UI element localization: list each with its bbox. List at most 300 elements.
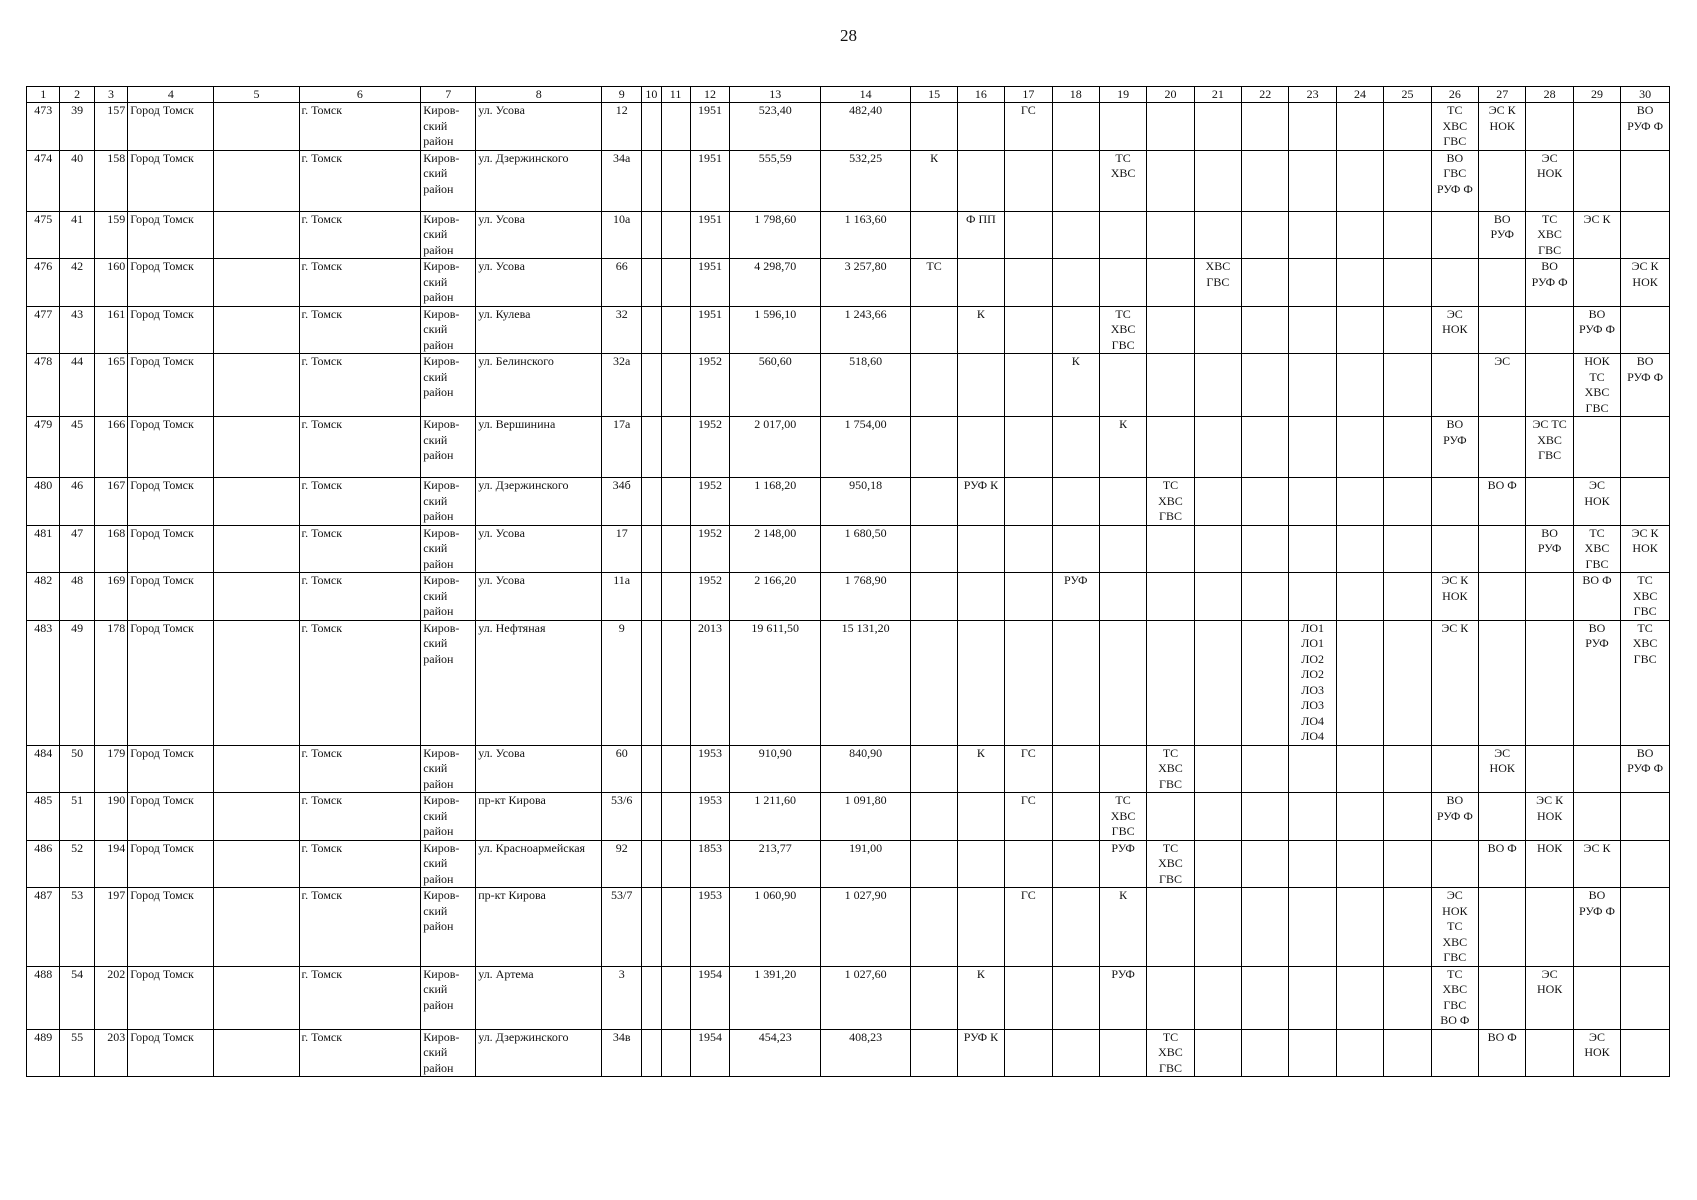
table-row: [27, 306, 1670, 354]
service-col-18-cell: [1052, 793, 1099, 841]
column-header-18: 18: [1052, 87, 1099, 103]
service-col-30-cell: [1621, 840, 1670, 888]
cell-line: Киров-: [423, 354, 460, 368]
living-area-cell: 1 163,60: [820, 211, 910, 259]
year-built-cell: 1953: [690, 888, 730, 967]
district-number-cell: 53: [60, 888, 94, 967]
service-col-20-cell: [1147, 306, 1194, 354]
service-col-18-cell: [1052, 966, 1099, 1029]
year-built-cell: 1951: [690, 211, 730, 259]
service-col-19-cell: [1099, 966, 1146, 1029]
service-col-17-cell: [1005, 211, 1052, 259]
settlement-cell: [214, 354, 299, 417]
service-col-26-cell: [1431, 888, 1478, 967]
cell-line: РУФ: [1063, 573, 1088, 587]
col-10-cell: [642, 1029, 661, 1077]
cell-line: Киров-: [423, 150, 460, 165]
locality-cell: г. Томск: [299, 103, 421, 151]
service-col-15-cell: [911, 888, 957, 967]
service-col-16-cell: [957, 840, 1004, 888]
cell-line: РУФ К: [963, 1029, 999, 1044]
district-number-cell: 39: [60, 103, 94, 151]
cell-line: ГВС: [1633, 604, 1657, 618]
service-col-28-cell: [1526, 840, 1573, 888]
cell-line: ВО: [1446, 793, 1464, 807]
col-11-cell: [661, 354, 690, 417]
municipality-cell: Город Томск: [128, 103, 214, 151]
service-col-15-cell: [911, 840, 957, 888]
row-number-cell: 484: [27, 745, 60, 793]
cell-line: ЭС К: [1441, 620, 1469, 635]
house-number-cell: 11а: [602, 573, 642, 621]
cell-line: ЛО1: [1301, 620, 1325, 635]
cell-line: ГС: [1020, 888, 1036, 902]
service-col-28-cell: [1526, 966, 1573, 1029]
total-area-cell: 4 298,70: [730, 259, 820, 307]
service-col-19-cell: [1099, 573, 1146, 621]
cell-line: ЭС: [1494, 354, 1511, 368]
cell-line: НОК: [1489, 761, 1515, 775]
col-10-cell: [642, 150, 661, 211]
cell-line: ТС: [1589, 525, 1605, 540]
cell-line: район: [423, 337, 454, 352]
service-col-19-cell: [1099, 525, 1146, 573]
cell-line: ТС: [1115, 793, 1131, 807]
district-cell: [421, 840, 476, 888]
service-col-22-cell: [1242, 888, 1289, 967]
col-10-cell: [642, 745, 661, 793]
service-col-18-cell: [1052, 888, 1099, 967]
cell-line: Киров-: [423, 478, 460, 492]
service-col-25-cell: [1384, 354, 1431, 417]
service-col-27-cell: [1479, 150, 1526, 211]
cell-line: Киров-: [423, 888, 460, 902]
service-col-22-cell: [1242, 1029, 1289, 1077]
total-area-cell: 910,90: [730, 745, 820, 793]
cell-line: РУФ: [1443, 432, 1467, 447]
service-col-19-cell: [1099, 211, 1146, 259]
municipality-cell: Город Томск: [128, 150, 214, 211]
cell-line: ХВС: [1442, 118, 1468, 133]
year-built-cell: 1951: [690, 306, 730, 354]
cell-line: ЭС: [1541, 966, 1558, 981]
cell-line: НОК: [1536, 808, 1563, 823]
municipality-cell: Город Томск: [128, 1029, 214, 1077]
column-header-30: 30: [1621, 87, 1670, 103]
house-number-cell: 3: [602, 966, 642, 1029]
cell-line: ХВС: [1584, 385, 1610, 399]
total-area-cell: 2 166,20: [730, 573, 820, 621]
table-header: [27, 87, 1670, 103]
cell-line: ЭС: [1494, 745, 1511, 760]
service-col-19-cell: [1099, 150, 1146, 211]
column-header-7: 7: [421, 87, 476, 103]
cell-line: ХВС: [1158, 493, 1183, 508]
municipality-cell: Город Томск: [128, 211, 214, 259]
total-area-cell: 1 168,20: [730, 478, 820, 526]
register-number-cell: 194: [94, 840, 127, 888]
house-number-cell: 53/6: [602, 793, 642, 841]
service-col-22-cell: [1242, 150, 1289, 211]
municipality-cell: Город Томск: [128, 354, 214, 417]
service-col-24-cell: [1336, 1029, 1383, 1077]
cell-line: ЛО2: [1301, 667, 1325, 681]
col-11-cell: [661, 525, 690, 573]
row-number-cell: 477: [27, 306, 60, 354]
living-area-cell: 1 243,66: [820, 306, 910, 354]
cell-line: Киров-: [423, 417, 460, 431]
cell-line: Киров-: [423, 573, 460, 587]
total-area-cell: 1 798,60: [730, 211, 820, 259]
cell-line: ский: [423, 903, 448, 918]
service-col-22-cell: [1242, 793, 1289, 841]
column-header-23: 23: [1289, 87, 1336, 103]
district-cell: [421, 888, 476, 967]
service-col-18-cell: [1052, 306, 1099, 354]
cell-line: ВО Ф: [1582, 573, 1612, 587]
service-col-21-cell: [1194, 525, 1241, 573]
cell-line: ЭС К: [1488, 103, 1516, 117]
service-col-24-cell: [1336, 573, 1383, 621]
service-col-26-cell: [1431, 793, 1478, 841]
total-area-cell: 1 391,20: [730, 966, 820, 1029]
cell-line: ГВС: [1585, 400, 1609, 415]
cell-line: район: [423, 1060, 454, 1075]
total-area-cell: 213,77: [730, 840, 820, 888]
service-col-29-cell: [1573, 840, 1620, 888]
cell-line: ЭС: [1589, 1029, 1605, 1044]
col-11-cell: [661, 573, 690, 621]
service-col-29-cell: [1573, 1029, 1620, 1077]
municipality-cell: Город Томск: [128, 793, 214, 841]
cell-line: ХВС: [1110, 166, 1136, 180]
municipality-cell: Город Томск: [128, 306, 214, 354]
street-cell: ул. Кулева: [476, 306, 602, 354]
service-col-28-cell: [1526, 306, 1573, 354]
year-built-cell: 1952: [690, 573, 730, 621]
column-header-5: 5: [214, 87, 299, 103]
house-number-cell: 9: [602, 620, 642, 745]
cell-line: РУФ Ф: [1627, 118, 1664, 133]
cell-line: ТС: [1162, 1029, 1179, 1044]
cell-line: ский: [423, 761, 448, 775]
service-col-21-cell: [1194, 417, 1241, 478]
settlement-cell: [214, 417, 299, 478]
service-col-23-cell: [1289, 573, 1336, 621]
register-number-cell: 190: [94, 793, 127, 841]
cell-line: ХВС: [1205, 259, 1231, 273]
column-header-13: 13: [730, 87, 820, 103]
cell-line: ЭС К: [1441, 573, 1469, 587]
register-number-cell: 169: [94, 573, 127, 621]
service-col-26-cell: [1431, 103, 1478, 151]
cell-line: ЭС К: [1631, 525, 1659, 540]
cell-line: ВО Ф: [1487, 840, 1517, 855]
house-number-cell: 34б: [602, 478, 642, 526]
total-area-cell: 560,60: [730, 354, 820, 417]
service-col-21-cell: [1194, 573, 1241, 621]
cell-line: ский: [423, 982, 448, 996]
table-row: [27, 620, 1670, 745]
locality-cell: г. Томск: [299, 745, 421, 793]
service-col-25-cell: [1384, 478, 1431, 526]
cell-line: РУФ Ф: [1627, 369, 1664, 384]
service-col-16-cell: [957, 966, 1004, 1029]
cell-line: ГВС: [1443, 950, 1467, 964]
cell-line: район: [423, 556, 454, 571]
settlement-cell: [214, 478, 299, 526]
cell-line: ХВС: [1158, 761, 1183, 775]
street-cell: ул. Красноармейская: [476, 840, 602, 888]
service-col-24-cell: [1336, 745, 1383, 793]
cell-line: ский: [423, 369, 448, 384]
service-col-28-cell: [1526, 103, 1573, 151]
register-number-cell: 203: [94, 1029, 127, 1077]
column-header-20: 20: [1147, 87, 1194, 103]
service-col-24-cell: [1336, 306, 1383, 354]
living-area-cell: 532,25: [820, 150, 910, 211]
cell-line: район: [423, 509, 454, 523]
service-col-19-cell: [1099, 417, 1146, 478]
settlement-cell: [214, 840, 299, 888]
col-10-cell: [642, 211, 661, 259]
cell-line: Киров-: [423, 745, 460, 760]
service-col-19-cell: [1099, 620, 1146, 745]
cell-line: ВО: [1588, 888, 1606, 902]
service-col-28-cell: [1526, 573, 1573, 621]
col-11-cell: [661, 150, 690, 211]
cell-line: ский: [423, 636, 448, 650]
district-cell: [421, 793, 476, 841]
service-col-24-cell: [1336, 840, 1383, 888]
service-col-23-cell: [1289, 888, 1336, 967]
living-area-cell: 1 091,80: [820, 793, 910, 841]
cell-line: ВО Ф: [1487, 478, 1517, 492]
house-number-cell: 34а: [602, 150, 642, 211]
cell-line: НОК: [1632, 541, 1658, 555]
table-row: [27, 417, 1670, 478]
service-col-27-cell: [1479, 478, 1526, 526]
service-col-24-cell: [1336, 793, 1383, 841]
service-col-16-cell: [957, 103, 1004, 151]
service-col-24-cell: [1336, 525, 1383, 573]
service-col-29-cell: [1573, 888, 1620, 967]
cell-line: ский: [423, 322, 448, 336]
municipality-cell: Город Томск: [128, 840, 214, 888]
service-col-23-cell: [1289, 620, 1336, 745]
col-10-cell: [642, 620, 661, 745]
service-col-16-cell: [957, 573, 1004, 621]
service-col-15-cell: [911, 211, 957, 259]
street-cell: ул. Усова: [476, 573, 602, 621]
cell-line: ский: [423, 274, 448, 289]
cell-line: ЭС К: [1631, 259, 1659, 273]
service-col-17-cell: [1005, 306, 1052, 354]
service-col-28-cell: [1526, 478, 1573, 526]
cell-line: К: [976, 306, 985, 321]
service-col-18-cell: [1052, 1029, 1099, 1077]
cell-line: НОК: [1536, 840, 1563, 855]
service-col-21-cell: [1194, 103, 1241, 151]
service-col-22-cell: [1242, 620, 1289, 745]
living-area-cell: 1 027,60: [820, 966, 910, 1029]
service-col-16-cell: [957, 259, 1004, 307]
service-col-25-cell: [1384, 211, 1431, 259]
house-number-cell: 60: [602, 745, 642, 793]
service-col-22-cell: [1242, 573, 1289, 621]
service-col-25-cell: [1384, 150, 1431, 211]
service-col-27-cell: [1479, 888, 1526, 967]
cell-line: ГС: [1020, 793, 1036, 807]
service-col-27-cell: [1479, 525, 1526, 573]
col-10-cell: [642, 417, 661, 478]
cell-line: РУФ: [1111, 966, 1135, 981]
locality-cell: г. Томск: [299, 573, 421, 621]
house-number-cell: 32: [602, 306, 642, 354]
cell-line: ТС: [1637, 620, 1653, 635]
service-col-25-cell: [1384, 888, 1431, 967]
service-col-19-cell: [1099, 1029, 1146, 1077]
living-area-cell: 1 754,00: [820, 417, 910, 478]
service-col-15-cell: [911, 793, 957, 841]
cell-line: ский: [423, 166, 448, 180]
service-col-22-cell: [1242, 525, 1289, 573]
service-col-30-cell: [1621, 888, 1670, 967]
col-11-cell: [661, 417, 690, 478]
cell-line: К: [1071, 354, 1080, 368]
cell-line: район: [423, 651, 454, 666]
cell-line: ЭС ТС: [1532, 417, 1567, 431]
service-col-29-cell: [1573, 103, 1620, 151]
service-col-29-cell: [1573, 417, 1620, 478]
total-area-cell: 2 017,00: [730, 417, 820, 478]
service-col-24-cell: [1336, 103, 1383, 151]
locality-cell: г. Томск: [299, 888, 421, 967]
cell-line: район: [423, 134, 454, 148]
cell-line: ЭС К: [1583, 840, 1611, 855]
service-col-30-cell: [1621, 525, 1670, 573]
service-col-30-cell: [1621, 306, 1670, 354]
service-col-22-cell: [1242, 840, 1289, 888]
cell-line: ГВС: [1443, 166, 1467, 180]
cell-line: РУФ Ф: [1436, 808, 1473, 823]
street-cell: ул. Белинского: [476, 354, 602, 417]
col-10-cell: [642, 966, 661, 1029]
locality-cell: г. Томск: [299, 211, 421, 259]
year-built-cell: 1952: [690, 478, 730, 526]
service-col-16-cell: [957, 745, 1004, 793]
col-11-cell: [661, 478, 690, 526]
cell-line: ГВС: [1633, 651, 1657, 666]
settlement-cell: [214, 150, 299, 211]
service-col-29-cell: [1573, 525, 1620, 573]
service-col-29-cell: [1573, 793, 1620, 841]
service-col-15-cell: [911, 1029, 957, 1077]
register-number-cell: 161: [94, 306, 127, 354]
service-col-16-cell: [957, 793, 1004, 841]
service-col-29-cell: [1573, 211, 1620, 259]
service-col-27-cell: [1479, 103, 1526, 151]
service-col-28-cell: [1526, 354, 1573, 417]
col-11-cell: [661, 306, 690, 354]
house-number-cell: 12: [602, 103, 642, 151]
service-col-25-cell: [1384, 620, 1431, 745]
table-row: [27, 525, 1670, 573]
service-col-21-cell: [1194, 306, 1241, 354]
service-col-26-cell: [1431, 150, 1478, 211]
column-header-22: 22: [1242, 87, 1289, 103]
settlement-cell: [214, 573, 299, 621]
cell-line: ГВС: [1111, 824, 1135, 838]
service-col-28-cell: [1526, 1029, 1573, 1077]
service-col-17-cell: [1005, 417, 1052, 478]
cell-line: К: [976, 966, 985, 981]
living-area-cell: 840,90: [820, 745, 910, 793]
district-cell: [421, 211, 476, 259]
cell-line: НОК: [1442, 322, 1468, 336]
register-number-cell: 167: [94, 478, 127, 526]
service-col-17-cell: [1005, 354, 1052, 417]
column-header-16: 16: [957, 87, 1004, 103]
service-col-22-cell: [1242, 417, 1289, 478]
service-col-22-cell: [1242, 103, 1289, 151]
row-number-cell: 486: [27, 840, 60, 888]
column-header-19: 19: [1099, 87, 1146, 103]
cell-line: РУФ: [1537, 541, 1562, 555]
service-col-25-cell: [1384, 259, 1431, 307]
service-col-15-cell: [911, 150, 957, 211]
column-header-11: 11: [661, 87, 690, 103]
service-col-30-cell: [1621, 793, 1670, 841]
cell-line: район: [423, 824, 454, 838]
cell-line: ГВС: [1159, 509, 1182, 523]
cell-line: район: [423, 385, 454, 399]
service-col-20-cell: [1147, 888, 1194, 967]
service-col-30-cell: [1621, 620, 1670, 745]
col-11-cell: [661, 620, 690, 745]
year-built-cell: 1952: [690, 417, 730, 478]
district-cell: [421, 354, 476, 417]
cell-line: Киров-: [423, 1029, 460, 1044]
service-col-25-cell: [1384, 103, 1431, 151]
service-col-20-cell: [1147, 573, 1194, 621]
service-col-23-cell: [1289, 840, 1336, 888]
service-col-15-cell: [911, 417, 957, 478]
living-area-cell: 15 131,20: [820, 620, 910, 745]
district-cell: [421, 150, 476, 211]
service-col-21-cell: [1194, 259, 1241, 307]
service-col-21-cell: [1194, 793, 1241, 841]
service-col-19-cell: [1099, 888, 1146, 967]
cell-line: Киров-: [423, 793, 460, 807]
service-col-16-cell: [957, 354, 1004, 417]
service-col-29-cell: [1573, 573, 1620, 621]
service-col-29-cell: [1573, 150, 1620, 211]
service-col-23-cell: [1289, 150, 1336, 211]
street-cell: ул. Дзержинского: [476, 150, 602, 211]
year-built-cell: 1853: [690, 840, 730, 888]
service-col-17-cell: [1005, 573, 1052, 621]
service-col-22-cell: [1242, 478, 1289, 526]
col-11-cell: [661, 103, 690, 151]
service-col-30-cell: [1621, 1029, 1670, 1077]
cell-line: район: [423, 448, 454, 462]
col-10-cell: [642, 103, 661, 151]
service-col-27-cell: [1479, 966, 1526, 1029]
column-header-26: 26: [1431, 87, 1478, 103]
cell-line: ТС: [1447, 966, 1463, 981]
service-col-19-cell: [1099, 259, 1146, 307]
